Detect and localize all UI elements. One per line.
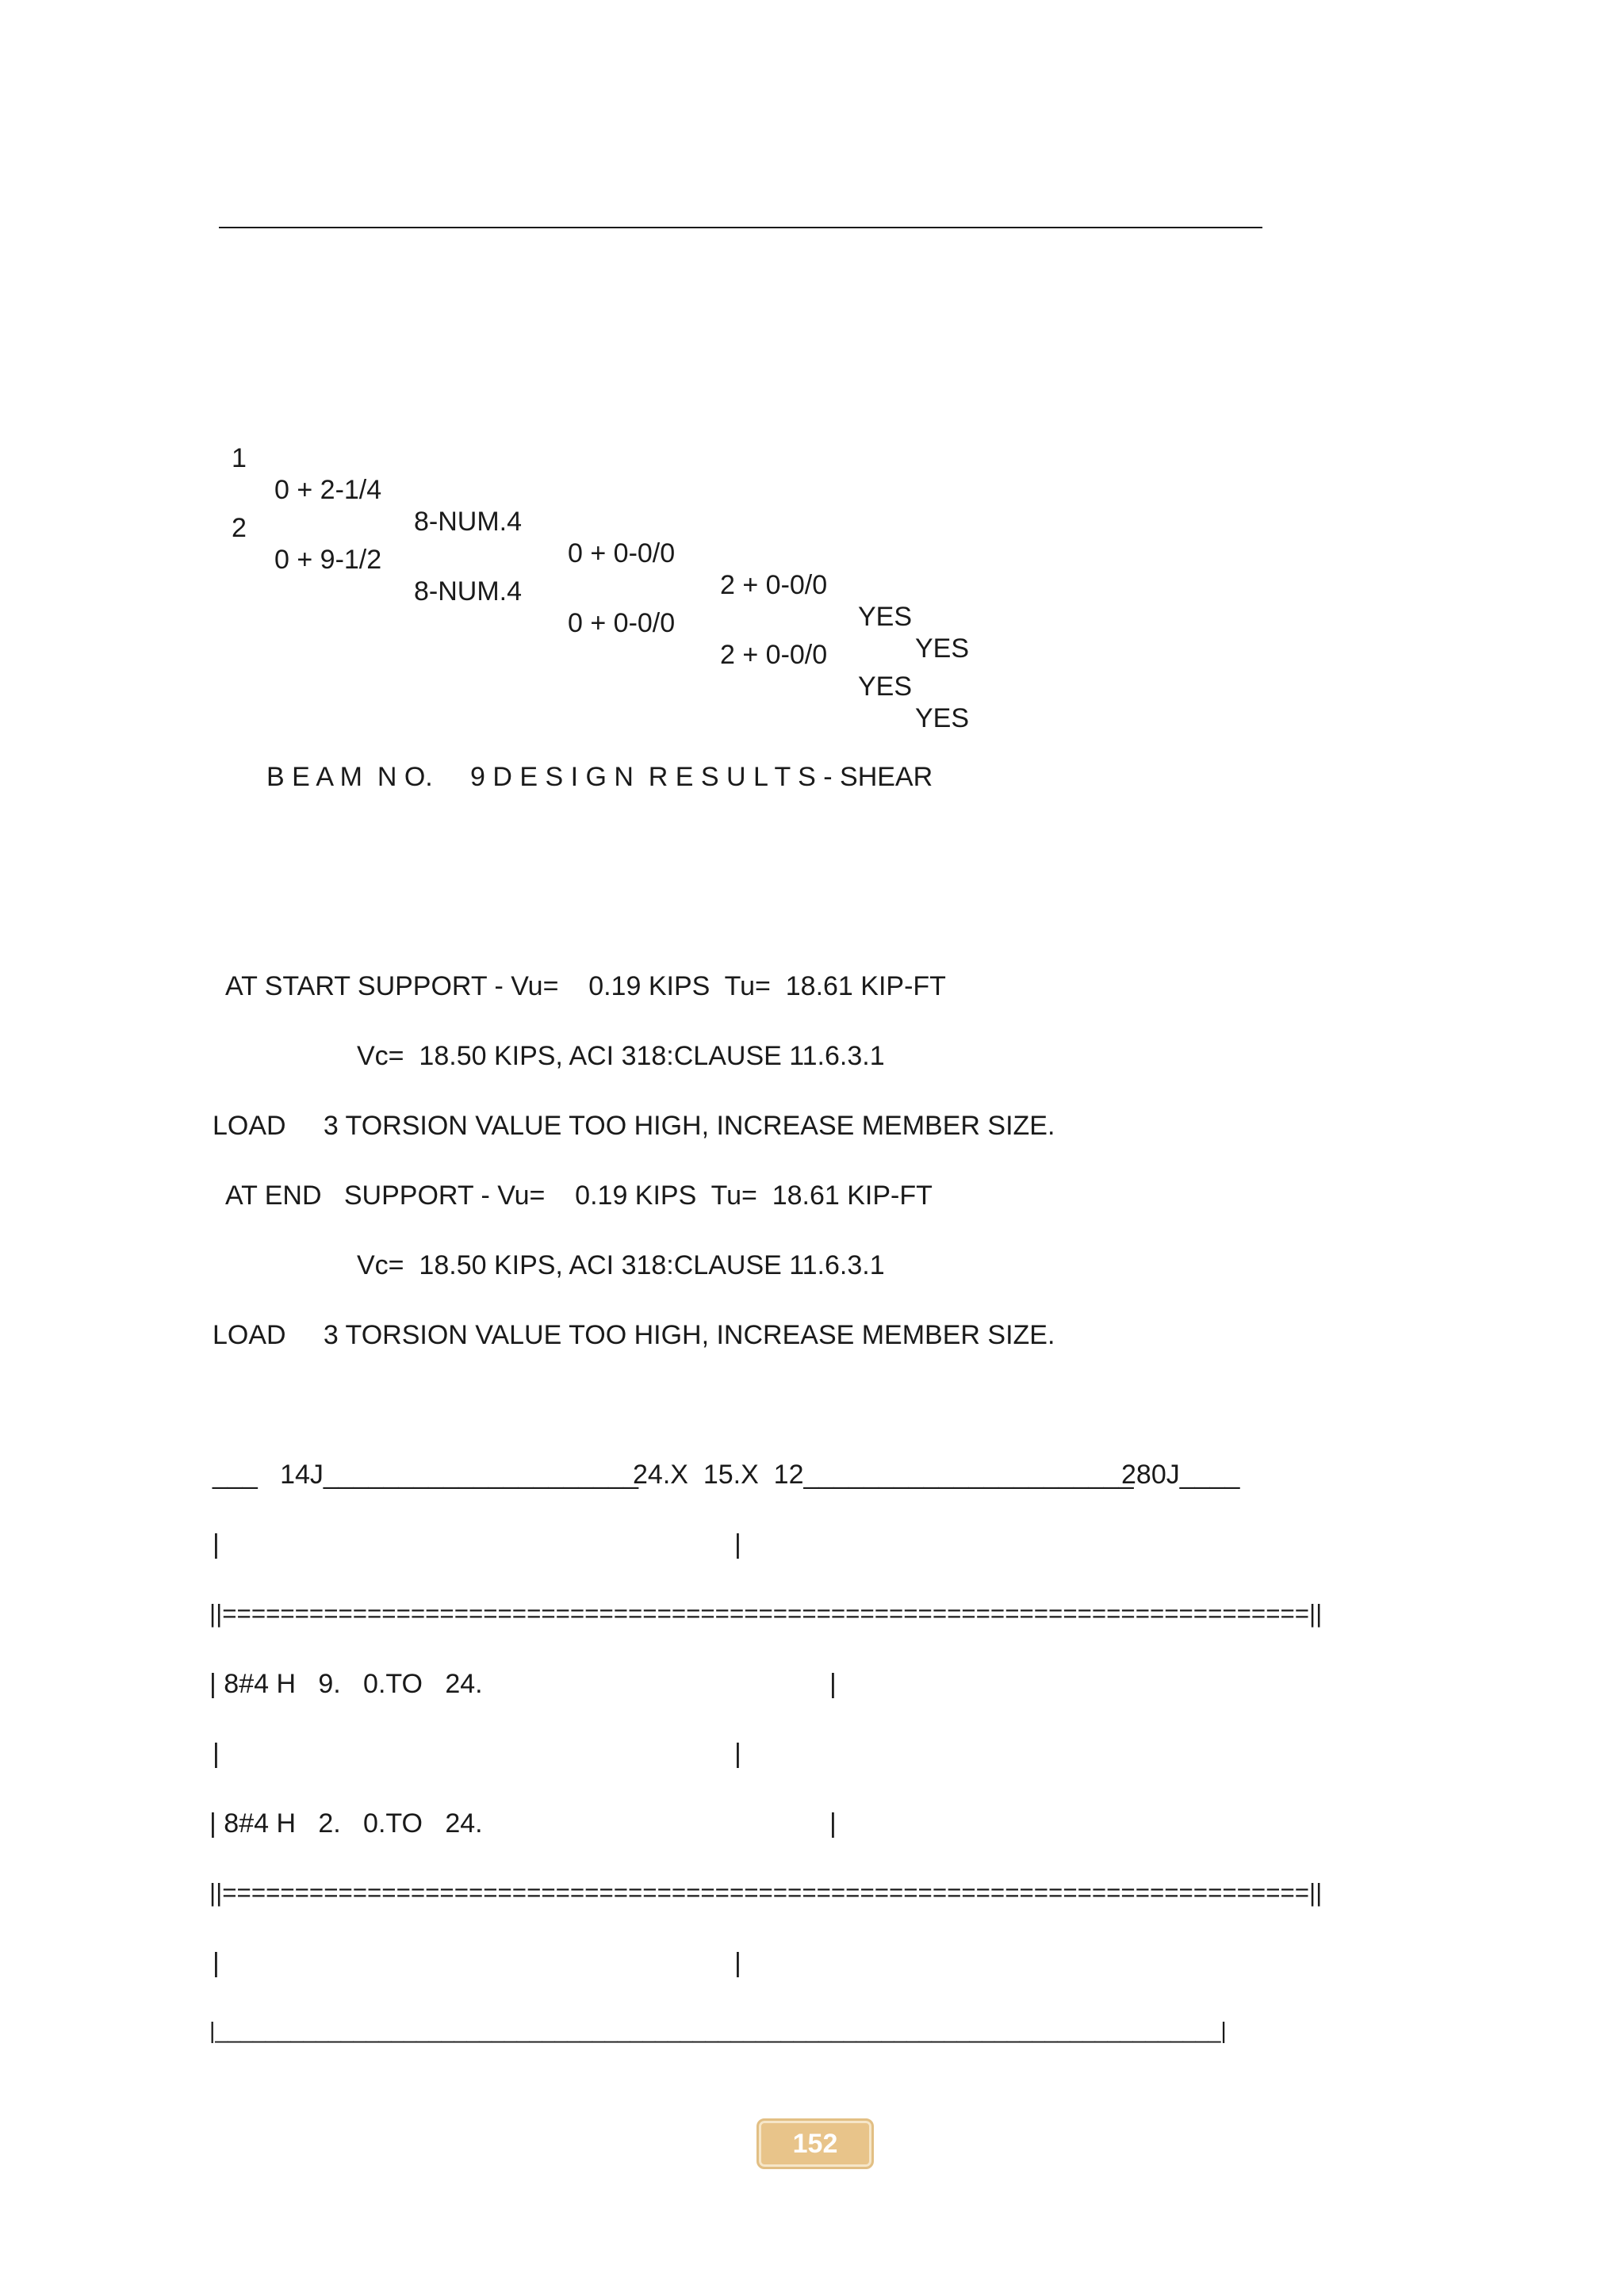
start-torsion-warning: LOAD 3 TORSION VALUE TOO HIGH, INCREASE MEMBER SIZE. — [213, 1111, 1055, 1141]
sketch-equals-line: ||===========================================================================|| — [209, 1879, 1323, 1907]
start-support-line: AT START SUPPORT - Vu= 0.19 KIPS Tu= 18.61 KIP-FT — [225, 971, 946, 1001]
row-no: 1 — [232, 443, 247, 473]
sketch-bar-top: | 8#4 H 9. 0.TO 24. — [209, 1669, 483, 1699]
sketch-pipe: | — [829, 1669, 837, 1699]
start-vc-line: Vc= 18.50 KIPS, ACI 318:CLAUSE 11.6.3.1 — [357, 1041, 885, 1071]
sketch-header-right: 280J____ — [1121, 1460, 1240, 1490]
sketch-bottom-line: |________________________________________________________________________________| — [209, 2019, 1227, 2044]
sketch-header-left: ___ 14J_____________________ — [213, 1460, 638, 1490]
row-bars: 8-NUM.4 — [414, 507, 523, 537]
row-start: 0 + 9-1/2 — [274, 545, 382, 575]
sketch-pipe: | — [734, 1739, 741, 1769]
sketch-pipe: | — [734, 1948, 741, 1978]
sketch-pipe: | — [213, 1739, 220, 1769]
row-from: 0 + 0-0/0 — [568, 608, 676, 638]
row-to: 2 + 0-0/0 — [720, 570, 828, 600]
row-no: 2 — [232, 513, 247, 543]
page-number-badge — [756, 2118, 874, 2169]
row-anchor-end: YES — [915, 703, 970, 733]
sketch-pipe: | — [213, 1948, 220, 1978]
end-support-line: AT END SUPPORT - Vu= 0.19 KIPS Tu= 18.61 KIP-FT — [225, 1181, 933, 1211]
end-torsion-warning: LOAD 3 TORSION VALUE TOO HIGH, INCREASE MEMBER SIZE. — [213, 1320, 1055, 1350]
sketch-pipe: | — [734, 1529, 741, 1559]
sketch-header-mid: 24.X 15.X 12______________________ — [633, 1460, 1134, 1490]
row-bars: 8-NUM.4 — [414, 576, 523, 607]
row-start: 0 + 2-1/4 — [274, 475, 382, 505]
page-number: 152 — [792, 2128, 838, 2159]
row-anchor-start: YES — [858, 672, 913, 702]
sketch-bar-bottom: | 8#4 H 2. 0.TO 24. — [209, 1808, 483, 1839]
row-anchor-start: YES — [858, 602, 913, 632]
row-to: 2 + 0-0/0 — [720, 640, 828, 670]
row-anchor-end: YES — [915, 633, 970, 664]
end-vc-line: Vc= 18.50 KIPS, ACI 318:CLAUSE 11.6.3.1 — [357, 1250, 885, 1280]
sketch-equals-line: ||===========================================================================|| — [209, 1600, 1323, 1628]
row-from: 0 + 0-0/0 — [568, 538, 676, 568]
sketch-pipe: | — [213, 1529, 220, 1559]
shear-heading: B E A M N O. 9 D E S I G N R E S U L T S - SHEAR — [266, 762, 933, 792]
top-rule — [219, 227, 1262, 228]
sketch-pipe: | — [829, 1808, 837, 1839]
